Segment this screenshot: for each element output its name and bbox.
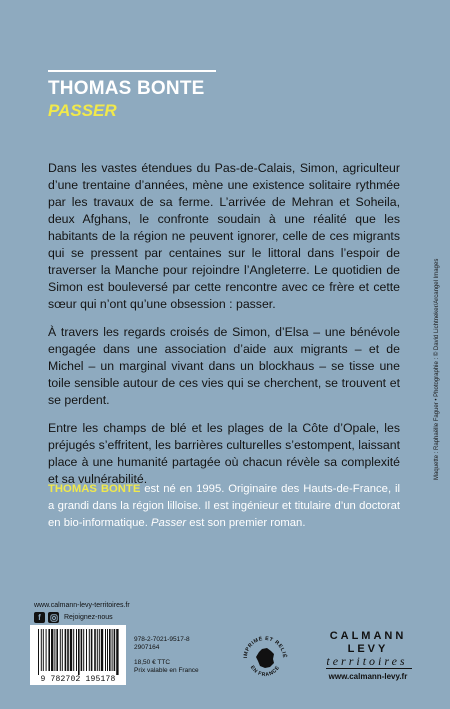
barcode-bar xyxy=(67,629,69,671)
barcode-digits: 9 782702 195178 xyxy=(40,675,116,684)
france-map-icon xyxy=(256,648,274,668)
barcode-bar xyxy=(73,629,74,671)
barcode-bar xyxy=(97,629,98,671)
instagram-icon[interactable] xyxy=(48,612,59,623)
bio-book-title: Passer xyxy=(151,517,187,529)
blurb-paragraph-2: À travers les regards croisés de Simon, d’Elsa – une bénévole engagée dans une association d’aide aux migrants – et de Michel – un marginal vivant dans un blockhaus – se tisse une toile sensible autour de ces vies qui se cherchent, se trouvent et se perdent. xyxy=(48,325,400,407)
barcode-bar xyxy=(83,629,84,671)
social-label: Rejoignez-nous xyxy=(64,614,113,621)
barcode-bar xyxy=(99,629,100,671)
barcode-bar xyxy=(81,629,83,671)
barcode-bar xyxy=(89,629,90,671)
barcode-bar xyxy=(76,629,77,671)
publisher-logo-line-1: CALMANN xyxy=(329,630,407,642)
bio-text-1: est né en 1995. Originaire des Hauts-de-France, il a grandi dans la région lilloise. Il est ingénieur et titulaire d’un doctorat en bio-informatique. xyxy=(48,483,400,529)
barcode-bar xyxy=(62,629,63,671)
barcode-bar xyxy=(109,629,111,671)
publisher-url[interactable]: www.calmann-levy.fr xyxy=(328,672,408,681)
barcode-bar xyxy=(65,629,67,671)
barcode-bar xyxy=(114,629,116,671)
barcode-bar xyxy=(41,629,42,671)
publisher-website[interactable]: www.calmann-levy-territoires.fr xyxy=(34,602,130,609)
barcode-bar xyxy=(112,629,113,671)
author-name: THOMAS BONTE xyxy=(48,78,205,99)
price: 18,50 € TTC xyxy=(134,659,171,666)
barcode-bar xyxy=(46,629,47,671)
barcode-bar xyxy=(78,629,80,675)
publisher-logo-line-3: territoires xyxy=(326,654,408,668)
barcode-bar xyxy=(116,629,118,675)
isbn-info xyxy=(134,636,190,652)
barcode-bar xyxy=(51,629,53,671)
header-rule xyxy=(48,70,216,72)
barcode-bar xyxy=(101,629,103,671)
barcode-bar xyxy=(107,629,108,671)
barcode-bar xyxy=(43,629,44,671)
barcode-bar xyxy=(91,629,93,671)
barcode xyxy=(30,625,126,685)
stamp-top-text: IMPRIMÉ ET RELIÉ xyxy=(242,635,288,659)
blurb xyxy=(48,160,400,499)
product-code: 2907164 xyxy=(134,644,160,651)
author-bio xyxy=(48,481,400,532)
isbn-number: 978-2-7021-9517-8 xyxy=(134,636,190,643)
bio-text-2: est son premier roman. xyxy=(186,517,306,529)
price-info xyxy=(134,659,199,675)
blurb-paragraph-1: Dans les vastes étendues du Pas-de-Calais, Simon, agriculteur d’une trentaine d’années, mène une existence solitaire rythmée par les travaux de sa ferme. L’arrivée de Mehran et Soheila, deux Afghans, le confronte soudain à une réalité que les habitants de la région ne peuvent ignorer, celle de ces migrants qui se pressent par centaines sur le littoral dans l’espoir de traverser la Manche pour rejoindre l’Angleterre. Le quotidien de Simon est bouleversé par cette rencontre avec ce frère et cette sœur qui n’ont qu’une obsession : passer. xyxy=(48,161,400,311)
stamp-bottom-text: EN FRANCE xyxy=(248,664,282,679)
barcode-bar xyxy=(38,629,39,675)
barcode-bars xyxy=(36,629,120,675)
barcode-bar xyxy=(94,629,96,671)
design-credit: Maquette : Raphaëlle Faguer • Photographie : © David Lichtneker/Arcangel Images xyxy=(434,258,440,480)
printed-in-france-stamp xyxy=(240,633,290,683)
price-note: Prix valable en France xyxy=(134,667,199,674)
barcode-bar xyxy=(48,629,50,671)
barcode-bar xyxy=(54,629,55,671)
barcode-bar xyxy=(86,629,87,671)
barcode-bar xyxy=(60,629,61,671)
social-links xyxy=(34,612,113,623)
barcode-bar xyxy=(56,629,58,671)
publisher-logo-line-2: LEVY xyxy=(347,643,389,655)
barcode-bar xyxy=(70,629,72,671)
facebook-icon[interactable]: f xyxy=(34,612,45,623)
blurb-paragraph-3: Entre les champs de blé et les plages de la Côte d’Opale, les préjugés s’effritent, les barrières culturelles s’estompent, laissant place à une humanité partagée où chacun révèle sa complexité et sa vulnérabilité. xyxy=(48,421,400,486)
bio-author-name: THOMAS BONTE xyxy=(48,483,141,495)
book-title: PASSER xyxy=(48,101,117,120)
barcode-bar xyxy=(105,629,106,671)
publisher-logo-rule xyxy=(326,668,412,669)
